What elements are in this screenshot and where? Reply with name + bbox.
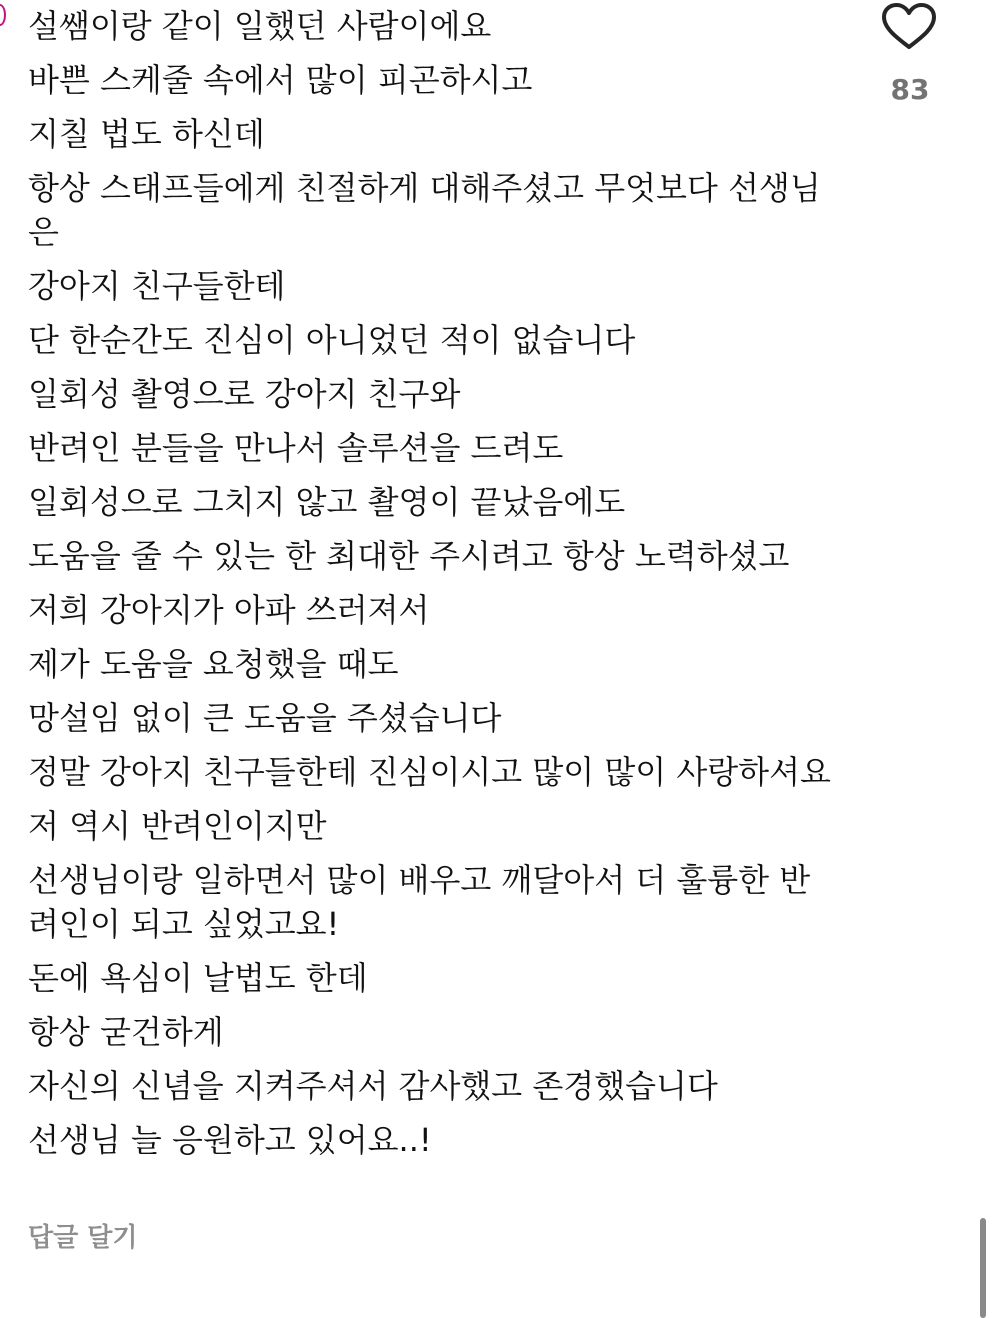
comment-line: 반려인 분들을 만나서 솔루션을 드려도 xyxy=(28,429,564,467)
scrollbar[interactable] xyxy=(980,1218,986,1318)
comment-line: 선생님 늘 응원하고 있어요..! xyxy=(28,1121,432,1159)
like-count: 83 xyxy=(890,73,930,106)
comment-line: 바쁜 스케줄 속에서 많이 피곤하시고 xyxy=(28,61,533,99)
comment-line: 도움을 줄 수 있는 한 최대한 주시려고 항상 노력하셨고 xyxy=(28,537,790,575)
comment-line: 설쌤이랑 같이 일했던 사람이에요 xyxy=(28,7,492,45)
comment-text xyxy=(28,4,838,1172)
reply-button[interactable]: 답글 달기 xyxy=(28,1223,138,1253)
comment-line: 저희 강아지가 아파 쓰러져서 xyxy=(28,591,430,629)
comment-line: 강아지 친구들한테 xyxy=(28,267,286,305)
like-button[interactable] xyxy=(880,2,938,52)
heart-outline-icon xyxy=(880,2,938,52)
comment-line: 항상 굳건하게 xyxy=(28,1013,224,1051)
avatar[interactable] xyxy=(0,4,6,26)
comment-line: 정말 강아지 친구들한테 진심이시고 많이 많이 사랑하셔요 xyxy=(28,753,831,791)
comment-line: 저 역시 반려인이지만 xyxy=(28,807,327,845)
comment-line: 돈에 욕심이 날법도 한데 xyxy=(28,959,368,997)
comment-line: 단 한순간도 진심이 아니었던 적이 없습니다 xyxy=(28,321,636,359)
comment-line: 제가 도움을 요청했을 때도 xyxy=(28,645,399,683)
comment-line: 망설임 없이 큰 도움을 주셨습니다 xyxy=(28,699,502,737)
comment-line: 항상 스태프들에게 친절하게 대해주셨고 무엇보다 선생님은 xyxy=(28,169,821,251)
comment-line: 선생님이랑 일하면서 많이 배우고 깨달아서 더 훌륭한 반려인이 되고 싶었고요! xyxy=(28,861,811,943)
comment-line: 자신의 신념을 지켜주셔서 감사했고 존경했습니다 xyxy=(28,1067,718,1105)
comment-line: 일회성 촬영으로 강아지 친구와 xyxy=(28,375,461,413)
comment-line: 지칠 법도 하신데 xyxy=(28,115,265,153)
comment-line: 일회성으로 그치지 않고 촬영이 끝났음에도 xyxy=(28,483,626,521)
